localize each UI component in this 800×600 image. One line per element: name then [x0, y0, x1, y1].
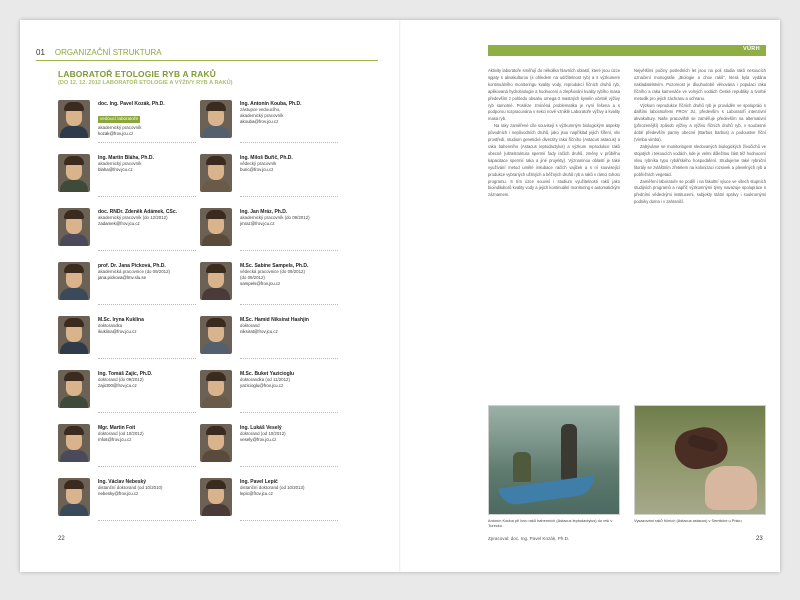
photo-caption-1: Antonín Kouba při lovu raků bahenních (Astacus leptodactylus) do vrší v Turecku.: [488, 518, 613, 529]
staff-name: Ing. Tomáš Zajíc, Ph.D.: [98, 371, 153, 377]
staff-photo: [58, 154, 90, 192]
chapter-number: 01: [36, 48, 45, 57]
staff-email[interactable]: vesely@frov.jcu.cz: [240, 437, 277, 443]
staff-name: doc. Ing. Pavel Kozák, Ph.D.: [98, 101, 165, 107]
staff-email[interactable]: sampels@frov.jcu.cz: [240, 281, 281, 287]
section-bar: [488, 45, 766, 56]
divider: [98, 412, 196, 413]
divider: [240, 358, 338, 359]
staff-photo: [58, 316, 90, 354]
staff-role: akademický pracovník (do 09/2012): [240, 215, 310, 221]
divider: [240, 412, 338, 413]
staff-role: doktorandka (od 11/2012): [240, 377, 290, 383]
staff-card: [200, 316, 340, 364]
staff-role: akademický pracovník (do 12/2012): [98, 215, 168, 221]
staff-info: [98, 425, 196, 443]
staff-photo: [200, 424, 232, 462]
divider: [98, 250, 196, 251]
staff-role: doktorand: [240, 323, 260, 329]
section-label: VÚRH: [742, 46, 760, 52]
staff-photo: [200, 262, 232, 300]
staff-info: [240, 155, 338, 173]
paragraph: Výzkum reprodukce říčních druhů ryb je prováděn ve spolupráci s dalšími laboratořemi FROV JU, především s Laboratoří intenzivní akvakultury. Naše pracoviště se zaměřuje především na alternativní (přirozenější) způsob výživy a výživu říčních druhů ryb, v současné době především parmy obecné (Barbus barbus) a podoustve říční (Vimba vimba).: [634, 102, 766, 143]
divider: [240, 304, 338, 305]
staff-card: [200, 208, 340, 256]
staff-photo: [58, 208, 90, 246]
staff-photo: [58, 478, 90, 516]
staff-email[interactable]: jmraz@frov.jcu.cz: [240, 221, 275, 227]
staff-name: Ing. Pavel Lepič: [240, 479, 278, 485]
staff-role: doktorandka: [98, 323, 123, 329]
staff-email[interactable]: jana.pickova@lmv.slu.se: [98, 275, 147, 281]
role-badge: vedoucí laboratoře: [100, 116, 139, 122]
staff-email[interactable]: zadamek@frov.jcu.cz: [98, 221, 140, 227]
staff-name: Ing. Martin Bláha, Ph.D.: [98, 155, 154, 161]
staff-name: Ing. Lukáš Veselý: [240, 425, 282, 431]
staff-name: M.Sc. Buket Yazicioglu: [240, 371, 295, 377]
staff-email[interactable]: akouba@frov.jcu.cz: [240, 119, 279, 125]
staff-role: akademický pracovník: [98, 125, 142, 131]
staff-info: [240, 209, 338, 227]
staff-photo: [200, 100, 232, 138]
staff-role: zástupce vedoucího,: [240, 107, 281, 113]
staff-info: [98, 263, 196, 281]
staff-info: [98, 209, 196, 227]
staff-card: [58, 316, 198, 364]
hand-shape: [705, 466, 757, 510]
page-number-left: 22: [58, 536, 65, 542]
staff-name: Ing. Antonín Kouba, Ph.D.: [240, 101, 302, 107]
chapter-header: [36, 48, 162, 57]
staff-card: [58, 424, 198, 472]
staff-card: [58, 154, 198, 202]
divider: [240, 466, 338, 467]
photo-caption-2: Vysazování raků říčních (Astacus astacus) v Semtické u Písku.: [634, 518, 743, 523]
staff-card: [58, 262, 198, 310]
staff-info: [98, 317, 196, 335]
staff-card: [200, 370, 340, 418]
staff-card: [58, 478, 198, 526]
text-column-1: [488, 68, 620, 378]
staff-info: [98, 479, 196, 497]
staff-name: M.Sc. Hamid Niksirat Hashjin: [240, 317, 309, 323]
staff-name: M.Sc. Sabine Sampels, Ph.D.: [240, 263, 309, 269]
divider: [240, 250, 338, 251]
staff-role: vědecký pracovník: [240, 161, 277, 167]
staff-photo: [58, 100, 90, 138]
staff-card: [200, 424, 340, 472]
header-rule: [36, 60, 378, 61]
text-column-2: [634, 68, 766, 378]
staff-card: [200, 262, 340, 310]
staff-photo: [58, 370, 90, 408]
fisherman-figure: [513, 452, 531, 482]
right-page: [400, 20, 780, 572]
staff-role: (do 09/2012): [240, 275, 265, 281]
staff-role: doktorand (od 10/2012): [240, 431, 286, 437]
staff-card: [200, 100, 340, 148]
divider: [240, 520, 338, 521]
divider: [240, 196, 338, 197]
staff-photo: [200, 370, 232, 408]
staff-card: [200, 478, 340, 526]
staff-card: [58, 370, 198, 418]
staff-role: vědecká pracovnice (do 09/2012): [240, 269, 305, 275]
staff-photo: [200, 208, 232, 246]
divider: [98, 142, 196, 143]
staff-info: [98, 101, 196, 137]
staff-email[interactable]: buric@frov.jcu.cz: [240, 167, 274, 173]
divider: [98, 466, 196, 467]
staff-email[interactable]: nebesky@frov.jcu.cz: [98, 491, 139, 497]
paragraph: Aktivity laboratoře směřují do několika hlavních oblastí, které jsou úzce spjaty s akvakulturou (s ohledem na udržitelnost ryb) a s výzkumem kontinuálního monitoringu kvality vody, reprodukcí řičních druhů ryb, aplikovaná hydrobiologie a hodnocení a zlepšování kvality rybího masa především z pohledu obsahu omega-3 mastných kyselin včetně výživy ryb samotné. Posléze zmíněná problematika je nyní řešena a s podporou rozpracována v sekci nově vzniklé Laboratoře výživy a kvality masa ryb.: [488, 68, 620, 122]
staff-role: akademický pracovník: [240, 113, 284, 119]
paragraph: Zabýváme se monitoringem sledovaných biologických živočichů ve stojatých i tekoucích vodách, kde je velmi důležitou část též hodnocení vlivu rybníka typu rybářského hospodaření. Studujeme také rybniční litorály se zvláštním zřetelem na kolonizaci rozsivek a plevelných ryb a pobřežních vegetací.: [634, 143, 766, 177]
staff-photo: [200, 316, 232, 354]
staff-role: distanční doktorand (od 10/2010): [98, 485, 163, 491]
left-page: [20, 20, 400, 572]
paragraph: Největšími počiny posledních let jsou na poli studia raků nesoucích označení monografie „Biologie a chov raků“, která byla vydána nakladatelstvím. Pozornost je dlouhodobě věnována i populaci raka říčního a raka kamenáče ve volných vodách České republiky a tvorbě metodik pro jejich záchranu a ochranu.: [634, 68, 766, 101]
staff-email[interactable]: ikuklina@frov.jcu.cz: [98, 329, 137, 335]
staff-card: [200, 154, 340, 202]
publication-spread: [20, 20, 780, 572]
paragraph: Na raky zaměřené cíle souvisejí s výzkumným biologickým aspekty původních i nepůvodních druhů, jako jsou například jejich šíření, vliv prostředí, studium genetické diverzity raka říčního (Astacus astacus) a raka bahenního (Astacus leptodactylus) a výzkum reprodukce raků obecně (ultrastruktura spermií řady račích druhů, změny v průběhu kapacitace spermií raka a jiné projekty). Významnou oblastí je také využívání metod umělé inkubace račích vajíček a s ní související produkce vybraných užitných a běžných druhů ryb a raků v rámci tohoto programu. S tím úzce souvisí i studium využitelnosti raků jako bioindikátorů kvality vody a jejich kontinuální monitoring s automatickým záznamem.: [488, 123, 620, 198]
staff-name: doc. RNDr. Zdeněk Adámek, CSc.: [98, 209, 178, 215]
staff-photo: [58, 424, 90, 462]
staff-info: [240, 263, 338, 287]
paragraph: Zaměření laboratoře se podílí i na fakultní výuce ve všech stupních studijních programů a napříč výzkumnými týmy navazuje spolupráce s předními vědeckými institucemi, subjekty státní správy i soukromými podniky doma i v zahraničí.: [634, 178, 766, 205]
staff-email[interactable]: mfoit@frov.jcu.cz: [98, 437, 132, 443]
staff-info: [98, 155, 196, 173]
staff-info: [240, 425, 338, 443]
staff-email[interactable]: niksirat@frov.jcu.cz: [240, 329, 278, 335]
divider: [98, 520, 196, 521]
staff-role: akademický pracovník: [98, 161, 142, 167]
staff-card: [58, 100, 198, 148]
staff-role: doktorand (do 09/2012): [98, 377, 144, 383]
author-footer: Zpracoval: doc. Ing. Pavel Kozák, Ph.D.: [488, 536, 570, 541]
staff-role: doktorand (od 10/2012): [98, 431, 144, 437]
page-number-right: 23: [756, 536, 763, 542]
chapter-title: ORGANIZAČNÍ STRUKTURA: [54, 48, 162, 57]
staff-photo: [200, 478, 232, 516]
divider: [98, 304, 196, 305]
staff-name: Ing. Václav Nebeský: [98, 479, 147, 485]
staff-card: [58, 208, 198, 256]
page-title: LABORATOŘ ETOLOGIE RYB A RAKŮ: [58, 69, 216, 79]
staff-role: akademická pracovnice (do 09/2012): [98, 269, 170, 275]
staff-email[interactable]: zajict00@frov.jcu.cz: [98, 383, 137, 389]
staff-name: Ing. Jan Mráz, Ph.D.: [240, 209, 288, 215]
staff-role: distanční doktorand (od 10/2013): [240, 485, 305, 491]
photo-crayfish: [634, 405, 766, 515]
staff-email[interactable]: yazicioglu@frov.jcu.cz: [240, 383, 284, 389]
staff-email[interactable]: kozak@frov.jcu.cz: [98, 131, 134, 137]
staff-name: M.Sc. Iryna Kuklina: [98, 317, 144, 323]
staff-info: [240, 101, 338, 125]
staff-name: Mgr. Martin Foit: [98, 425, 136, 431]
staff-email[interactable]: lepic@frov.jcu.cz: [240, 491, 273, 497]
staff-name: prof. Dr. Jana Pícková, Ph.D.: [98, 263, 166, 269]
divider: [98, 196, 196, 197]
photo-fishing-boat: [488, 405, 620, 515]
staff-email[interactable]: blaha@frov.jcu.cz: [98, 167, 133, 173]
staff-photo: [58, 262, 90, 300]
staff-info: [98, 371, 196, 389]
staff-name: Ing. Miloš Buřič, Ph.D.: [240, 155, 293, 161]
divider: [98, 358, 196, 359]
fisherman-figure: [561, 424, 577, 480]
divider: [240, 142, 338, 143]
staff-info: [240, 371, 338, 389]
page-subtitle: (DO 12. 12. 2012 LABORATOŘ ETOLOGIE A VÝŽIVY RYB A RAKŮ): [58, 80, 233, 86]
staff-info: [240, 479, 338, 497]
staff-info: [240, 317, 338, 335]
staff-photo: [200, 154, 232, 192]
